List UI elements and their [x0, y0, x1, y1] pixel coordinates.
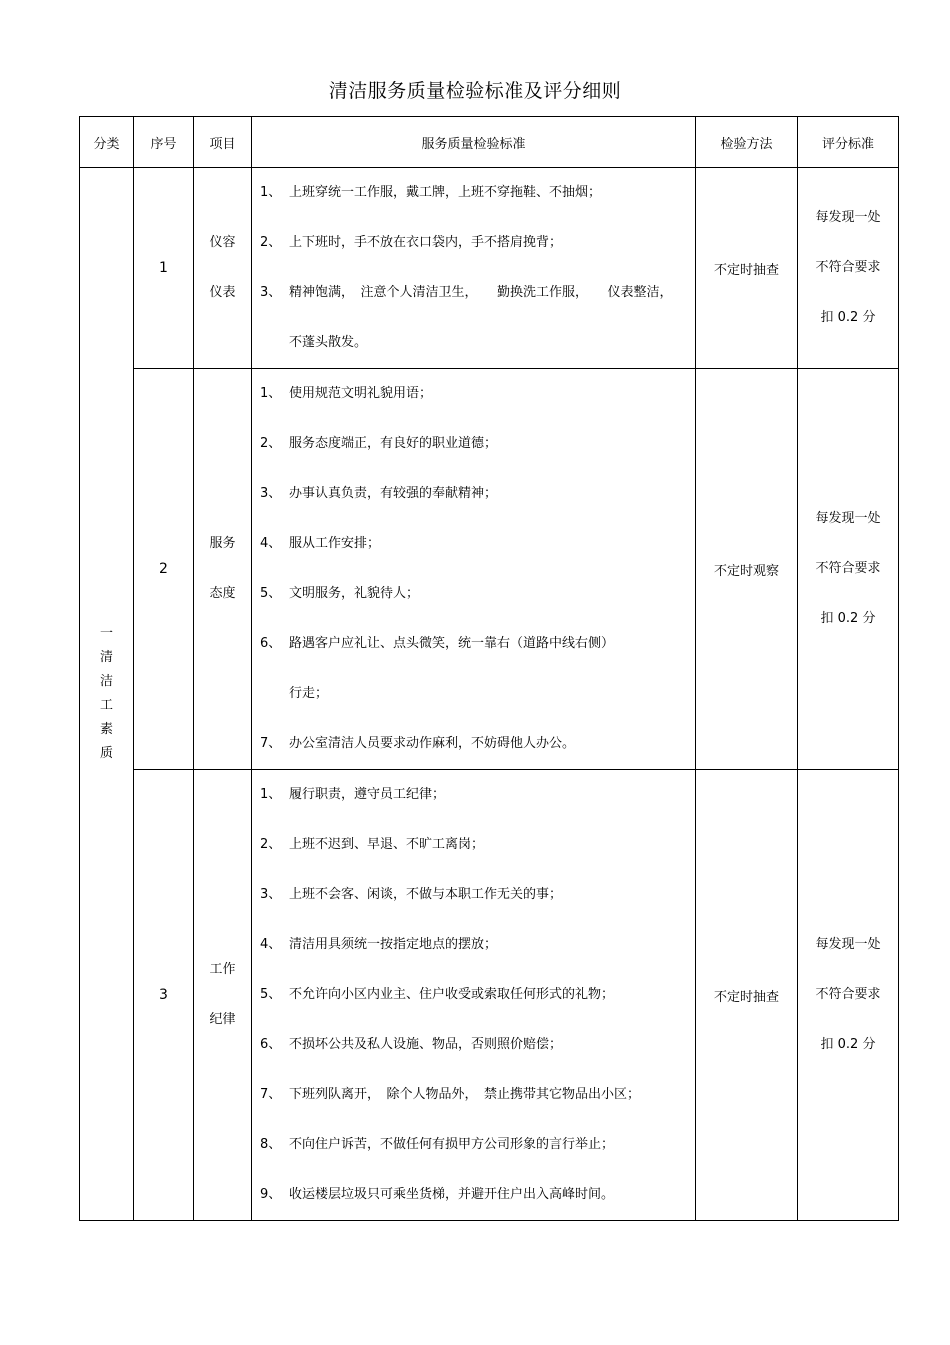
list-item: [260, 419, 685, 469]
item-label: 服务: [209, 536, 236, 551]
standard-text: 不损坏公共及私人设施、物品，否则照价赔偿；: [289, 1037, 563, 1052]
item-cell: [194, 168, 252, 369]
standard-text: 使用规范文明礼貌用语；: [289, 386, 433, 401]
item-cell: [194, 369, 252, 770]
standard-cell: [252, 369, 696, 770]
category-cell: [80, 168, 134, 1221]
list-item: [260, 970, 685, 1020]
standard-number: 6、: [260, 636, 282, 651]
standard-text: 办事认真负责，有较强的奉献精神；: [289, 486, 498, 501]
score-line: 扣 0.2 分: [820, 1037, 876, 1052]
standard-text: 清洁用具须统一按指定地点的摆放；: [289, 937, 498, 952]
list-item: [260, 1020, 685, 1070]
standard-number: 2、: [260, 235, 282, 250]
table-row: [80, 770, 899, 1221]
standard-number: 2、: [260, 837, 282, 852]
list-item: [260, 1120, 685, 1170]
score-line: 不符合要求: [815, 260, 881, 275]
standard-number: 5、: [260, 987, 282, 1002]
standard-text: 文明服务，礼貌待人；: [289, 586, 420, 601]
item-label: 工作: [209, 962, 236, 977]
header-seq: 序号: [134, 117, 194, 168]
standard-number: [260, 669, 289, 719]
standard-text: 上班穿统一工作服，戴工牌，上班不穿拖鞋、不抽烟；: [289, 185, 602, 200]
seq-cell: 2: [134, 369, 194, 770]
standard-number: 3、: [260, 486, 282, 501]
standard-text: 不蓬头散发。: [289, 335, 368, 350]
standard-text: 服务态度端正，有良好的职业道德；: [289, 436, 498, 451]
standards-table: [79, 116, 899, 1221]
list-item: [260, 519, 685, 569]
seq-cell: 1: [134, 168, 194, 369]
list-item: [260, 770, 685, 820]
standard-number: [260, 318, 289, 368]
header-score: 评分标准: [798, 117, 899, 168]
list-item: [260, 268, 685, 318]
list-item: [260, 469, 685, 519]
header-row: [80, 117, 899, 168]
standard-cell: [252, 770, 696, 1221]
item-label: 态度: [209, 586, 236, 601]
item-label: 仪容: [209, 235, 236, 250]
method-cell: 不定时观察: [696, 369, 798, 770]
standard-text: 不允许向小区内业主、住户收受或索取任何形式的礼物；: [289, 987, 615, 1002]
standard-text: 路遇客户应礼让、点头微笑，统一靠右（道路中线右侧）: [289, 636, 615, 651]
page-title: 清洁服务质量检验标准及评分细则: [328, 80, 622, 102]
standard-number: 5、: [260, 586, 282, 601]
standard-number: 3、: [260, 285, 282, 300]
standard-text: 不向住户诉苦，不做任何有损甲方公司形象的言行举止；: [289, 1137, 615, 1152]
score-line: 扣 0.2 分: [820, 611, 876, 626]
score-cell: [798, 770, 899, 1221]
standard-text: 上班不会客、闲谈，不做与本职工作无关的事；: [289, 887, 563, 902]
standard-number: 4、: [260, 536, 282, 551]
list-item: [260, 619, 685, 669]
standard-list: [252, 770, 695, 1220]
score-line: 不符合要求: [815, 561, 881, 576]
standard-number: 2、: [260, 436, 282, 451]
standard-number: 7、: [260, 736, 282, 751]
standard-number: 6、: [260, 1037, 282, 1052]
standard-cell: [252, 168, 696, 369]
list-item: [260, 369, 685, 419]
header-item: 项目: [194, 117, 252, 168]
header-standard: 服务质量检验标准: [252, 117, 696, 168]
item-cell: [194, 770, 252, 1221]
standard-number: 4、: [260, 937, 282, 952]
score-line: 扣 0.2 分: [820, 310, 876, 325]
header-method: 检验方法: [696, 117, 798, 168]
list-item: [260, 719, 685, 769]
score-cell: [798, 168, 899, 369]
score-line: 每发现一处: [815, 511, 881, 526]
standard-text: 上下班时，手不放在衣口袋内，手不搭肩挽背；: [289, 235, 563, 250]
score-line: 每发现一处: [815, 210, 881, 225]
method-cell: 不定时抽查: [696, 168, 798, 369]
standard-list: [252, 369, 695, 769]
standard-number: 1、: [260, 787, 282, 802]
list-item: [260, 569, 685, 619]
standard-text: 履行职责，遵守员工纪律；: [289, 787, 446, 802]
list-item: [260, 1170, 685, 1220]
category-label: 一清洁工素质: [99, 626, 113, 761]
list-item: [260, 1070, 685, 1120]
list-item: [260, 820, 685, 870]
score-cell: [798, 369, 899, 770]
standard-text: 行走；: [289, 686, 329, 701]
list-item: [260, 218, 685, 268]
score-line: 每发现一处: [815, 937, 881, 952]
standard-text: 办公室清洁人员要求动作麻利，不妨碍他人办公。: [289, 736, 576, 751]
table-row: [80, 369, 899, 770]
standard-list: [252, 168, 695, 368]
standard-number: 7、: [260, 1087, 282, 1102]
header-category: 分类: [80, 117, 134, 168]
standard-text: 收运楼层垃圾只可乘坐货梯，并避开住户出入高峰时间。: [289, 1187, 615, 1202]
table-row: [80, 168, 899, 369]
standard-text: 服从工作安排；: [289, 536, 381, 551]
score-line: 不符合要求: [815, 987, 881, 1002]
list-item: [260, 318, 685, 368]
list-item: [260, 920, 685, 970]
list-item: [260, 168, 685, 218]
standard-text: 精神饱满， 注意个人清洁卫生， 勤换洗工作服， 仪表整洁，: [289, 285, 673, 300]
list-item: [260, 870, 685, 920]
standard-number: 9、: [260, 1187, 282, 1202]
standard-number: 3、: [260, 887, 282, 902]
standard-number: 8、: [260, 1137, 282, 1152]
seq-cell: 3: [134, 770, 194, 1221]
list-item: [260, 669, 685, 719]
item-label: 纪律: [209, 1012, 236, 1027]
standard-number: 1、: [260, 386, 282, 401]
standard-number: 1、: [260, 185, 282, 200]
standard-text: 下班列队离开， 除个人物品外， 禁止携带其它物品出小区；: [289, 1087, 641, 1102]
item-label: 仪表: [209, 285, 236, 300]
method-cell: 不定时抽查: [696, 770, 798, 1221]
standard-text: 上班不迟到、早退、不旷工离岗；: [289, 837, 485, 852]
